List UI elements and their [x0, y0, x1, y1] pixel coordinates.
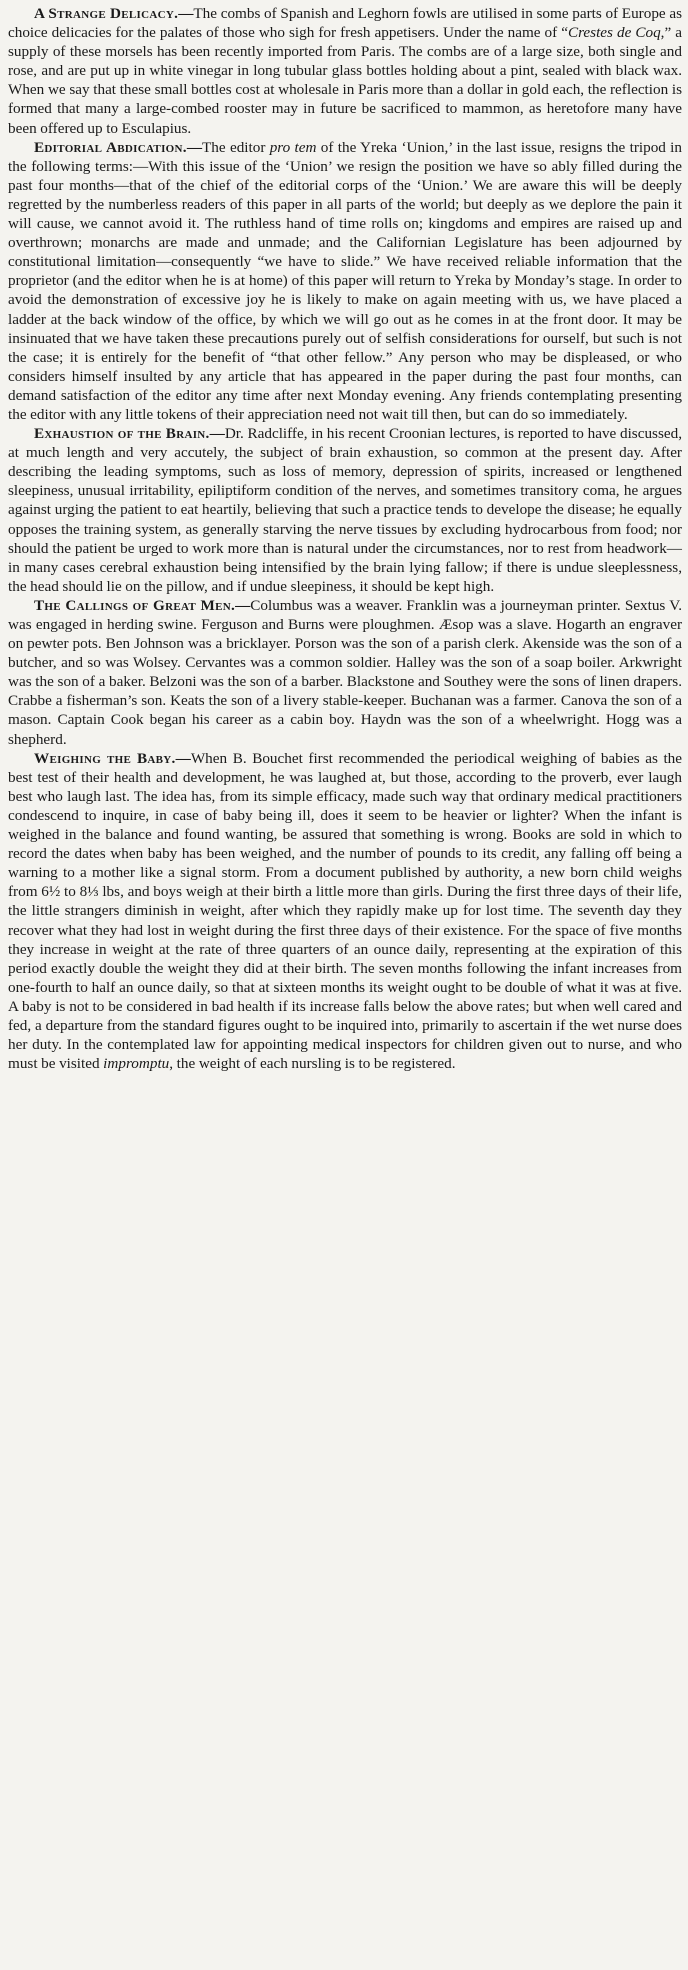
article-heading: Weighing the Baby.: [34, 749, 176, 767]
article-body: The combs of Spanish and Leghorn fowls are utilised in some parts of Europe as choice delicacies for the palates of those who sigh for fresh appetisers. Under the name of “: [8, 5, 682, 42]
article-body: , the weight of each nursling is to be registered.: [169, 1055, 456, 1073]
article-editorial-abdication: Editorial Abdication.—The editor pro tem of the Yreka ‘Union,’ in the last issue, resigns the tripod in the following terms:—With this issue of the ‘Union’ we resign the position we have so ably filled during the past four months—that of the chief of the editorial corps of the ‘Union.’ We are aware this will be deeply regretted by the numberless readers of this paper in all parts of the world; but deeply as we deplore the pain it will cause, we cannot avoid it. The ruthless hand of time rolls on; kingdoms and empires are raised up and overthrown; monarchs are made and unmade; and the Californian Legislature has been adjourned by constitutional limitation—consequently “we have to slide.” We have received reliable information that the proprietor (and the editor when he is at home) of this paper will return to Yreka by Monday’s stage. In order to avoid the demonstration of excessive joy he is likely to make on again meeting with us, we have placed a ladder at the back window of the office, by which we will go out as he comes in at the front door. It may be insinuated that we have taken these precautions purely out of selfish considerations for ourself, but such is not the case; it is entirely for the benefit of “that other fellow.” Any person who may be displeased, or who considers himself insulted by any article that has appeared in the paper during the past four months, can demand satisfaction of the editor any time after next Monday evening. Any friends contemplating presenting the editor with any little tokens of their appreciation need not wait till then, but can do so immediately.: [8, 138, 682, 423]
article-heading: Editorial Abdication.: [34, 138, 187, 156]
article-italic: pro tem: [269, 138, 317, 156]
article-body: The editor: [202, 138, 270, 156]
article-italic: Crestes de Coq: [567, 24, 661, 42]
article-exhaustion-of-the-brain: Exhaustion of the Brain.—Dr. Radcliffe, in his recent Croonian lectures, is reported to have discussed, at much length and very accutely, the subject of brain exhaustion, so common at the present day. After describing the leading symptoms, such as loss of memory, depression of spirits, increased or lengthened sleepiness, unusual irritability, epiliptiform condition of the nerves, and sometimes transitory coma, he argues against urging the patient to eat heartily, believing that such a practice tends to develope the disease; he equally opposes the training system, as generally starving the nerve tissues by excluding hydrocarbous from food; nor should the patient be urged to work more than is natural under the circumstances, nor to rest from headwork—in many cases cerebral exhaustion being intensified by the brain lying fallow; if there is undue sleeplessness, the head should lie on the pillow, and if undue sleepiness, it should be kept high.: [8, 425, 682, 595]
article-body: Dr. Radcliffe, in his recent Croonian lectures, is reported to have discussed, at much length and very accutely, the subject of brain exhaustion, so common at the present day. After describing the leading symptoms, such as loss of memory, depression of spirits, increased or lengthened sleepiness, unusual irritability, epiliptiform condition of the nerves, and sometimes transitory coma, he argues against urging the patient to eat heartily, believing that such a practice tends to develope the disease; he equally opposes the training system, as generally starving the nerve tissues by excluding hydrocarbous from food; nor should the patient be urged to work more than is natural under the circumstances, nor to rest from headwork—in many cases cerebral exhaustion being intensified by the brain lying fallow; if there is undue sleeplessness, the head should lie on the pillow, and if undue sleepiness, it should be kept high.: [8, 425, 682, 595]
article-body: of the Yreka ‘Union,’ in the last issue, resigns the tripod in the following terms:—With this issue of the ‘Union’ we resign the position we have so ably filled during the past four months—that of the chief of the editorial corps of the ‘Union.’ We are aware this will be deeply regretted by the numberless readers of this paper in all parts of the world; but deeply as we deplore the pain it will cause, we cannot avoid it. The ruthless hand of time rolls on; kingdoms and empires are raised up and overthrown; monarchs are made and unmade; and the Californian Legislature has been adjourned by constitutional limitation—consequently “we have to slide.” We have received reliable information that the proprietor (and the editor when he is at home) of this paper will return to Yreka by Monday’s stage. In order to avoid the demonstration of excessive joy he is likely to make on again meeting with us, we have placed a ladder at the back window of the office, by which we will go out as he comes in at the front door. It may be insinuated that we have taken these precautions purely out of selfish considerations for ourself, but such is not the case; it is entirely for the benefit of “that other fellow.” Any person who may be displeased, or who considers himself insulted by any article that has appeared in the paper during the past four months, can demand satisfaction of the editor any time after next Monday evening. Any friends contemplating presenting the editor with any little tokens of their appreciation need not wait till then, but can do so immediately.: [8, 138, 682, 423]
article-body: Columbus was a weaver. Franklin was a journeyman printer. Sextus V. was engaged in herding swine. Ferguson and Burns were ploughmen. Æsop was a slave. Hogarth an engraver on pewter pots. Ben Johnson was a bricklayer. Porson was the son of a parish clerk. Akenside was the son of a butcher, and so was Wolsey. Cervantes was a common soldier. Halley was the son of a soap boiler. Arkwright was the son of a baker. Belzoni was the son of a barber. Blackstone and Southey were the sons of linen drapers. Crabbe a fisherman’s son. Keats the son of a livery stable-keeper. Buchanan was a farmer. Canova the son of a mason. Captain Cook began his career as a cabin boy. Haydn was the son of a wheelwright. Hogg was a shepherd.: [8, 596, 682, 748]
article-callings-of-great-men: The Callings of Great Men.—Columbus was a weaver. Franklin was a journeyman printer. Sextus V. was engaged in herding swine. Ferguson and Burns were ploughmen. Æsop was a slave. Hogarth an engraver on pewter pots. Ben Johnson was a bricklayer. Porson was the son of a parish clerk. Akenside was the son of a butcher, and so was Wolsey. Cervantes was a common soldier. Halley was the son of a soap boiler. Arkwright was the son of a baker. Belzoni was the son of a barber. Blackstone and Southey were the sons of linen drapers. Crabbe a fisherman’s son. Keats the son of a livery stable-keeper. Buchanan was a farmer. Canova the son of a mason. Captain Cook began his career as a cabin boy. Haydn was the son of a wheelwright. Hogg was a shepherd.: [8, 596, 682, 748]
article-heading: The Callings of Great Men.: [34, 596, 236, 614]
article-weighing-the-baby: Weighing the Baby.—When B. Bouchet first recommended the periodical weighing of babies as the best test of their health and development, he was laughed at, but those, according to the proverb, ever laugh best who laugh last. The idea has, from its simple efficacy, made such way that ordinary medical practitioners condescend to inquire, in case of baby being ill, does it seem to be heavier or lighter? When the infant is weighed in the balance and found wanting, be assured that something is wrong. Books are sold in which to record the dates when baby has been weighed, and the number of pounds to its credit, any falling off being a warning to a mother like a signal storm. From a document published by authority, a new born child weighs from 6½ to 8⅓ lbs, and boys weigh at their birth a little more than girls. During the first three days of their life, the little strangers diminish in weight, after which they rapidly make up for lost time. The seventh day they recover what they had lost in weight during the first three days of their existence. For the space of five months they increase in weight at the rate of three quarters of an ounce daily, representing at the expiration of this period exactly double the weight they did at their birth. The seven months following the infant increases from one-fourth to half an ounce daily, so that at sixteen months its weight ought to be double of what it was at five. A baby is not to be considered in bad health if its increase falls below the above rates; but when well cared and fed, a departure from the standard figures ought to be inquired into, primarily to ascertain if the wet nurse does her duty. In the contemplated law for appointing medical inspectors for children given out to nurse, and who must be visited impromptu, the weight of each nursling is to be registered.: [8, 749, 682, 1073]
article-strange-delicacy: A Strange Delicacy.—The combs of Spanish and Leghorn fowls are utilised in some parts of Europe as choice delicacies for the palates of those who sigh for fresh appetisers. Under the name of “Crestes de Coq,” a supply of these morsels has been recently imported from Paris. The combs are of a large size, both single and rose, and are put up in white vinegar in long tubular glass bottles holding about a pint, sealed with black wax. When we say that these small bottles cost at wholesale in Paris more than a dollar in gold each, the reflection is formed that many a large-combed rooster may in future be sacrificed to mammon, as heretofore many have been offered up to Esculapius.: [8, 5, 682, 137]
article-heading: A Strange Delicacy.: [34, 5, 179, 22]
article-body: ,” a supply of these morsels has been recently imported from Paris. The combs are of a large size, both single and rose, and are put up in white vinegar in long tubular glass bottles holding about a pint, sealed with black wax. When we say that these small bottles cost at wholesale in Paris more than a dollar in gold each, the reflection is formed that many a large-combed rooster may in future be sacrificed to mammon, as heretofore many have been offered up to Esculapius.: [8, 24, 682, 137]
article-heading: Exhaustion of the Brain.: [34, 425, 210, 443]
article-italic: impromptu: [103, 1055, 170, 1073]
article-body: When B. Bouchet first recommended the periodical weighing of babies as the best test of their health and development, he was laughed at, but those, according to the proverb, ever laugh best who laugh last. The idea has, from its simple efficacy, made such way that ordinary medical practitioners condescend to inquire, in case of baby being ill, does it seem to be heavier or lighter? When the infant is weighed in the balance and found wanting, be assured that something is wrong. Books are sold in which to record the dates when baby has been weighed, and the number of pounds to its credit, any falling off being a warning to a mother like a signal storm. From a document published by authority, a new born child weighs from 6½ to 8⅓ lbs, and boys weigh at their birth a little more than girls. During the first three days of their life, the little strangers diminish in weight, after which they rapidly make up for lost time. The seventh day they recover what they had lost in weight during the first three days of their existence. For the space of five months they increase in weight at the rate of three quarters of an ounce daily, representing at the expiration of this period exactly double the weight they did at their birth. The seven months following the infant increases from one-fourth to half an ounce daily, so that at sixteen months its weight ought to be double of what it was at five. A baby is not to be considered in bad health if its increase falls below the above rates; but when well cared and fed, a departure from the standard figures ought to be inquired into, primarily to ascertain if the wet nurse does her duty. In the contemplated law for appointing medical inspectors for children given out to nurse, and who must be visited: [8, 749, 682, 1073]
